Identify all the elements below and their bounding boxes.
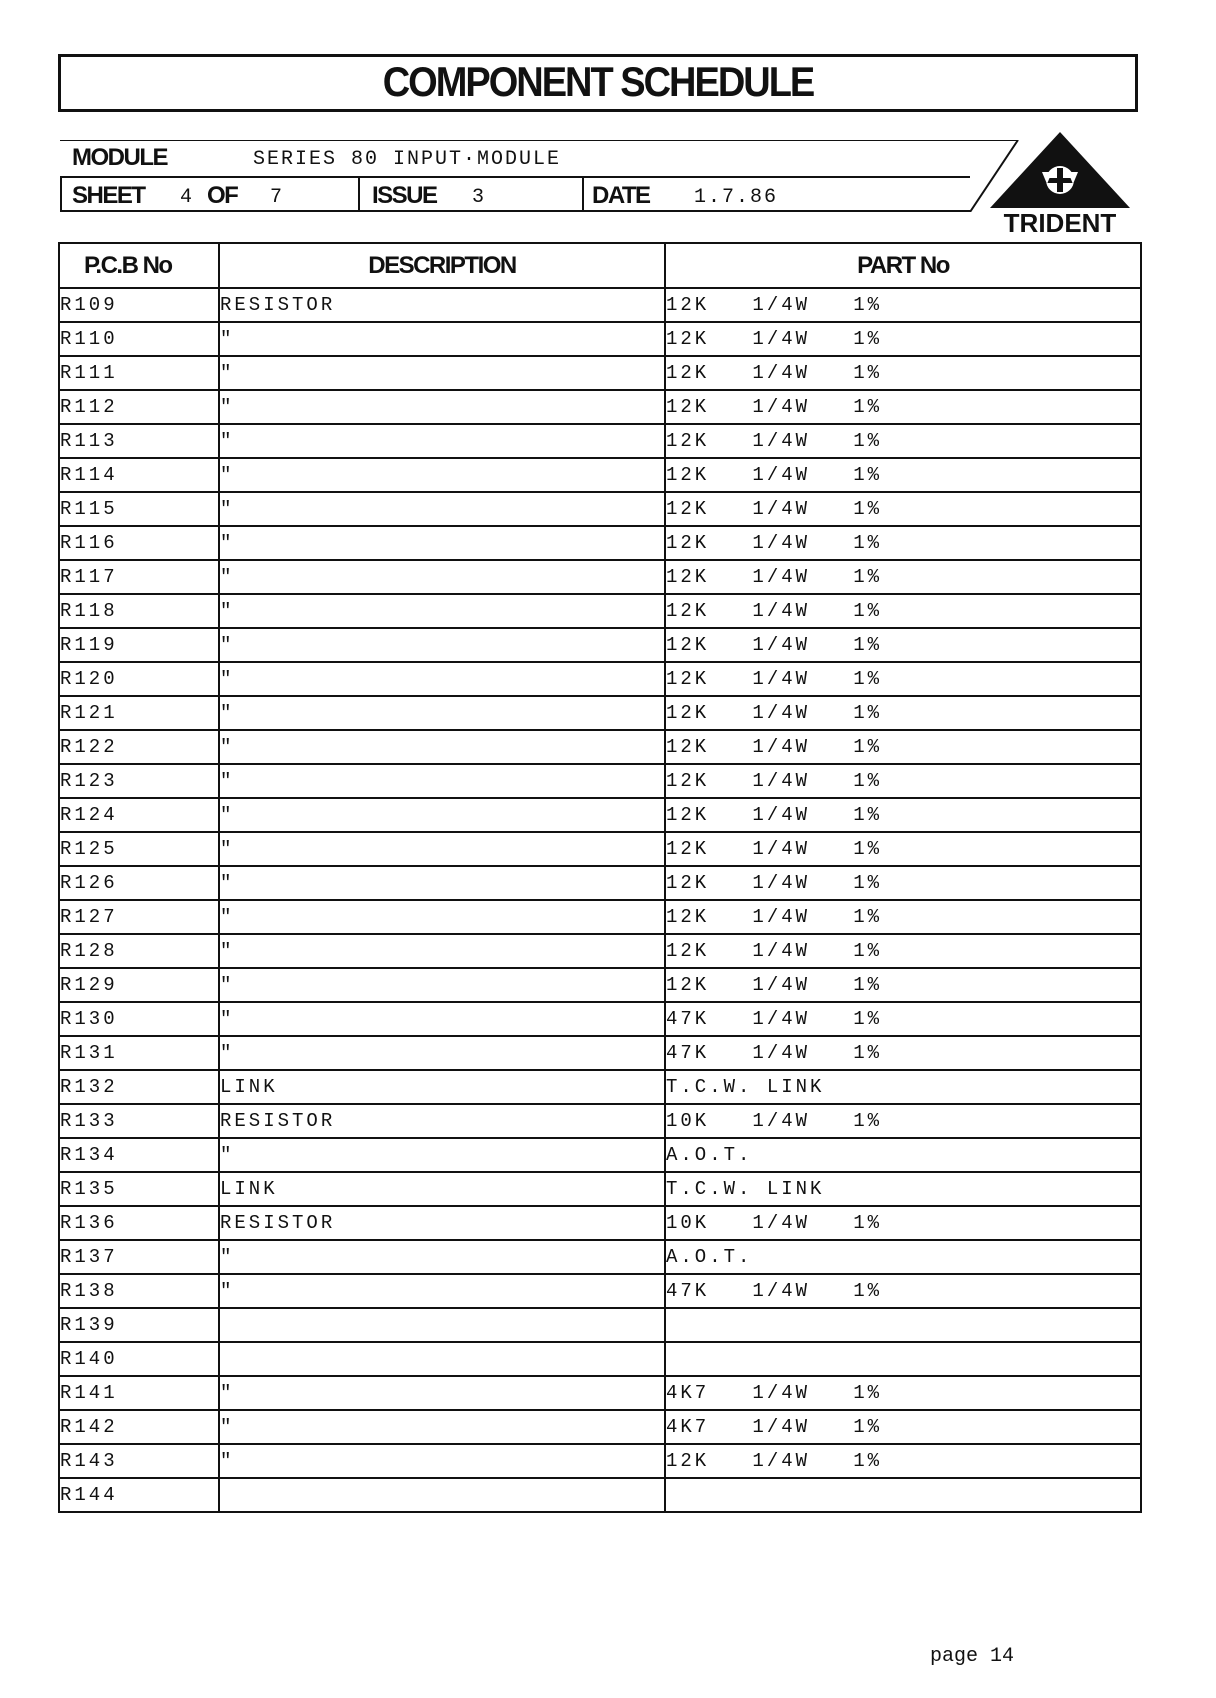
- table-row: [59, 1376, 1141, 1410]
- table-row: [59, 356, 1141, 390]
- pcb-ref: R114: [59, 458, 219, 492]
- pcb-ref: R117: [59, 560, 219, 594]
- description: ": [219, 1444, 665, 1478]
- description: ": [219, 968, 665, 1002]
- pcb-ref: R116: [59, 526, 219, 560]
- description: ": [219, 356, 665, 390]
- pcb-ref: R129: [59, 968, 219, 1002]
- part-number: 12K 1/4W 1%: [665, 390, 1141, 424]
- sheet-total: 7: [270, 186, 285, 209]
- date-label: DATE: [592, 182, 650, 209]
- table-row: [59, 1274, 1141, 1308]
- table-row: [59, 1172, 1141, 1206]
- description: ": [219, 1376, 665, 1410]
- col-header-part: PART No: [665, 243, 1141, 288]
- description: ": [219, 866, 665, 900]
- component-table: [58, 242, 1142, 1513]
- trident-logo: [975, 132, 1145, 238]
- col-header-description: DESCRIPTION: [219, 243, 665, 288]
- pcb-ref: R121: [59, 696, 219, 730]
- pcb-ref: R126: [59, 866, 219, 900]
- date-value: 1.7.86: [694, 186, 779, 209]
- description: ": [219, 730, 665, 764]
- part-number: 12K 1/4W 1%: [665, 968, 1141, 1002]
- table-row: [59, 798, 1141, 832]
- title-box: [58, 54, 1138, 112]
- pcb-ref: R136: [59, 1206, 219, 1240]
- divider: [582, 178, 584, 210]
- part-number: 47K 1/4W 1%: [665, 1036, 1141, 1070]
- trident-triangle-logo-icon: [975, 132, 1145, 212]
- part-number: 12K 1/4W 1%: [665, 356, 1141, 390]
- table-row: [59, 764, 1141, 798]
- table-row: [59, 1206, 1141, 1240]
- part-number: 12K 1/4W 1%: [665, 696, 1141, 730]
- part-number: 4K7 1/4W 1%: [665, 1410, 1141, 1444]
- part-number: 12K 1/4W 1%: [665, 662, 1141, 696]
- description: ": [219, 1138, 665, 1172]
- sheet-label: SHEET: [72, 182, 145, 209]
- table-row: [59, 322, 1141, 356]
- description: ": [219, 526, 665, 560]
- description: ": [219, 764, 665, 798]
- description: RESISTOR: [219, 288, 665, 322]
- table-row: [59, 1070, 1141, 1104]
- table-row: [59, 492, 1141, 526]
- table-row: [59, 526, 1141, 560]
- part-number: 12K 1/4W 1%: [665, 458, 1141, 492]
- part-number: 4K7 1/4W 1%: [665, 1376, 1141, 1410]
- page-title: COMPONENT SCHEDULE: [382, 59, 814, 106]
- description: [219, 1342, 665, 1376]
- description: [219, 1478, 665, 1512]
- table-row: [59, 1240, 1141, 1274]
- description: RESISTOR: [219, 1104, 665, 1138]
- part-number: A.O.T.: [665, 1138, 1141, 1172]
- part-number: 12K 1/4W 1%: [665, 560, 1141, 594]
- description: ": [219, 934, 665, 968]
- description: ": [219, 798, 665, 832]
- table-row: [59, 594, 1141, 628]
- table-row: [59, 866, 1141, 900]
- description: ": [219, 594, 665, 628]
- module-value: SERIES 80 INPUT·MODULE: [253, 148, 562, 171]
- part-number: 47K 1/4W 1%: [665, 1002, 1141, 1036]
- pcb-ref: R113: [59, 424, 219, 458]
- description: ": [219, 560, 665, 594]
- table-row: [59, 900, 1141, 934]
- description: LINK: [219, 1070, 665, 1104]
- table-row: [59, 1308, 1141, 1342]
- description: LINK: [219, 1172, 665, 1206]
- table-row: [59, 390, 1141, 424]
- description: ": [219, 900, 665, 934]
- table-row: [59, 934, 1141, 968]
- pcb-ref: R120: [59, 662, 219, 696]
- table-row: [59, 832, 1141, 866]
- table-row: [59, 458, 1141, 492]
- pcb-ref: R142: [59, 1410, 219, 1444]
- pcb-ref: R141: [59, 1376, 219, 1410]
- pcb-ref: R128: [59, 934, 219, 968]
- part-number: [665, 1478, 1141, 1512]
- description: ": [219, 1274, 665, 1308]
- table-row: [59, 288, 1141, 322]
- pcb-ref: R127: [59, 900, 219, 934]
- pcb-ref: R134: [59, 1138, 219, 1172]
- description: ": [219, 832, 665, 866]
- pcb-ref: R115: [59, 492, 219, 526]
- description: ": [219, 696, 665, 730]
- col-header-pcb: P.C.B No: [59, 243, 219, 288]
- pcb-ref: R109: [59, 288, 219, 322]
- part-number: 47K 1/4W 1%: [665, 1274, 1141, 1308]
- part-number: [665, 1342, 1141, 1376]
- part-number: 12K 1/4W 1%: [665, 764, 1141, 798]
- description: ": [219, 1410, 665, 1444]
- description: ": [219, 662, 665, 696]
- table-row: [59, 1138, 1141, 1172]
- table-row: [59, 696, 1141, 730]
- table-row: [59, 1410, 1141, 1444]
- description: RESISTOR: [219, 1206, 665, 1240]
- table-row: [59, 424, 1141, 458]
- description: ": [219, 1036, 665, 1070]
- part-number: 12K 1/4W 1%: [665, 492, 1141, 526]
- pcb-ref: R139: [59, 1308, 219, 1342]
- issue-value: 3: [472, 186, 487, 209]
- part-number: 12K 1/4W 1%: [665, 934, 1141, 968]
- pcb-ref: R124: [59, 798, 219, 832]
- divider: [358, 178, 360, 210]
- table-header-row: [59, 243, 1141, 288]
- part-number: 12K 1/4W 1%: [665, 798, 1141, 832]
- part-number: [665, 1308, 1141, 1342]
- pcb-ref: R135: [59, 1172, 219, 1206]
- issue-label: ISSUE: [372, 182, 437, 209]
- sheet-current: 4: [180, 186, 195, 209]
- pcb-ref: R119: [59, 628, 219, 662]
- part-number: T.C.W. LINK: [665, 1070, 1141, 1104]
- description: ": [219, 1240, 665, 1274]
- part-number: 12K 1/4W 1%: [665, 288, 1141, 322]
- logo-text: TRIDENT: [1003, 208, 1117, 238]
- pcb-ref: R143: [59, 1444, 219, 1478]
- sheet-of-label: OF: [207, 182, 238, 209]
- pcb-ref: R131: [59, 1036, 219, 1070]
- pcb-ref: R123: [59, 764, 219, 798]
- description: ": [219, 1002, 665, 1036]
- module-label: MODULE: [72, 144, 167, 171]
- part-number: A.O.T.: [665, 1240, 1141, 1274]
- table-row: [59, 1104, 1141, 1138]
- description: ": [219, 492, 665, 526]
- description: [219, 1308, 665, 1342]
- pcb-ref: R125: [59, 832, 219, 866]
- part-number: T.C.W. LINK: [665, 1172, 1141, 1206]
- table-row: [59, 730, 1141, 764]
- part-number: 12K 1/4W 1%: [665, 424, 1141, 458]
- sheet-info-row: [60, 176, 970, 212]
- pcb-ref: R144: [59, 1478, 219, 1512]
- pcb-ref: R112: [59, 390, 219, 424]
- part-number: 12K 1/4W 1%: [665, 832, 1141, 866]
- part-number: 10K 1/4W 1%: [665, 1206, 1141, 1240]
- table-row: [59, 1478, 1141, 1512]
- table-row: [59, 1444, 1141, 1478]
- part-number: 12K 1/4W 1%: [665, 866, 1141, 900]
- pcb-ref: R132: [59, 1070, 219, 1104]
- part-number: 12K 1/4W 1%: [665, 628, 1141, 662]
- description: ": [219, 424, 665, 458]
- table-row: [59, 1342, 1141, 1376]
- part-number: 12K 1/4W 1%: [665, 322, 1141, 356]
- pcb-ref: R140: [59, 1342, 219, 1376]
- page-number: page 14: [930, 1645, 1015, 1668]
- table-row: [59, 560, 1141, 594]
- description: ": [219, 458, 665, 492]
- table-row: [59, 1036, 1141, 1070]
- description: ": [219, 390, 665, 424]
- part-number: 12K 1/4W 1%: [665, 594, 1141, 628]
- table-row: [59, 1002, 1141, 1036]
- part-number: 12K 1/4W 1%: [665, 1444, 1141, 1478]
- pcb-ref: R118: [59, 594, 219, 628]
- description: ": [219, 628, 665, 662]
- pcb-ref: R130: [59, 1002, 219, 1036]
- pcb-ref: R110: [59, 322, 219, 356]
- part-number: 12K 1/4W 1%: [665, 526, 1141, 560]
- part-number: 12K 1/4W 1%: [665, 730, 1141, 764]
- table-row: [59, 662, 1141, 696]
- pcb-ref: R137: [59, 1240, 219, 1274]
- pcb-ref: R122: [59, 730, 219, 764]
- part-number: 12K 1/4W 1%: [665, 900, 1141, 934]
- table-row: [59, 968, 1141, 1002]
- description: ": [219, 322, 665, 356]
- pcb-ref: R133: [59, 1104, 219, 1138]
- table-row: [59, 628, 1141, 662]
- table-body: [59, 288, 1141, 1512]
- pcb-ref: R111: [59, 356, 219, 390]
- pcb-ref: R138: [59, 1274, 219, 1308]
- part-number: 10K 1/4W 1%: [665, 1104, 1141, 1138]
